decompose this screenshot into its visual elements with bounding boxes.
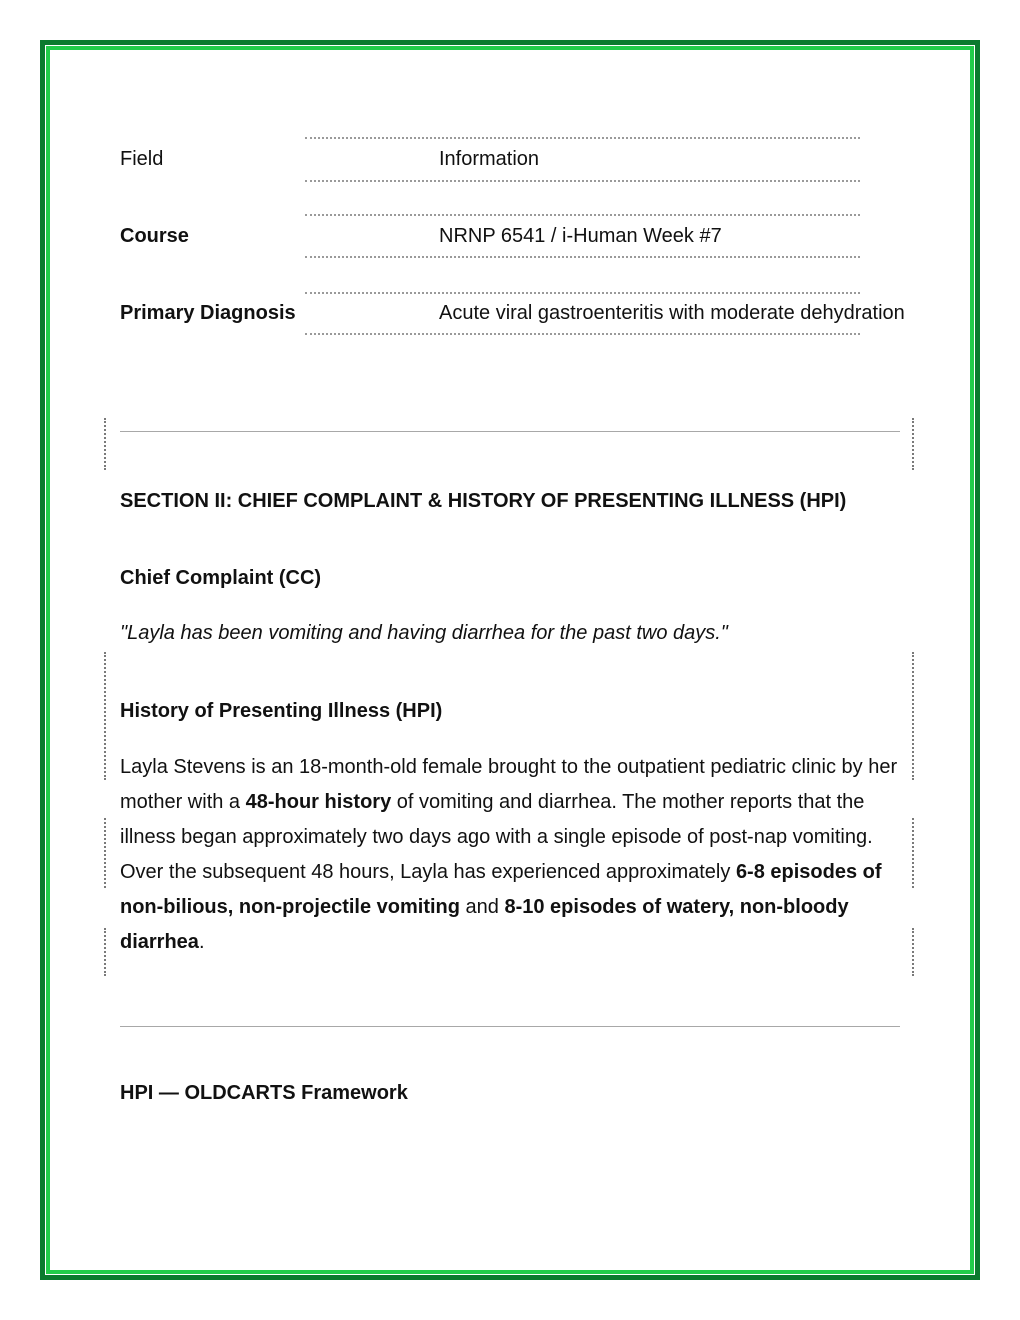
table-value-course: NRNP 6541 / i-Human Week #7 bbox=[439, 225, 722, 247]
table-rule bbox=[305, 256, 860, 258]
hpi-bold-text: 6-8 episodes of non-bilious, non-projectile vomiting bbox=[120, 861, 882, 918]
hpi-text: and bbox=[459, 896, 505, 918]
margin-marker bbox=[104, 652, 112, 780]
table-row-diagnosis bbox=[120, 290, 980, 336]
table-row-course bbox=[120, 213, 980, 259]
hpi-heading: History of Presenting Illness (HPI) bbox=[120, 700, 443, 722]
table-key-course: Course bbox=[120, 225, 189, 247]
divider bbox=[120, 1026, 900, 1027]
table-header-field: Field bbox=[120, 148, 164, 170]
divider bbox=[120, 431, 900, 432]
hpi-text: of vomiting and diarrhea. The mother reports that the illness began approximately two days ago with a single episode of post-nap vomiting. Over the subsequent 48 hours, Layla has experienced approximately bbox=[120, 791, 873, 883]
hpi-paragraph bbox=[120, 750, 905, 960]
margin-marker bbox=[104, 818, 112, 888]
chief-complaint-heading: Chief Complaint (CC) bbox=[120, 567, 322, 589]
margin-marker bbox=[912, 652, 920, 780]
section-heading: SECTION II: CHIEF COMPLAINT & HISTORY OF PRESENTING ILLNESS (HPI) bbox=[120, 490, 847, 512]
margin-marker bbox=[104, 418, 112, 470]
margin-marker bbox=[912, 418, 920, 470]
hpi-text: Layla Stevens is an 18-month-old female brought to the outpatient pediatric clinic by her mother with a bbox=[120, 756, 898, 813]
margin-marker bbox=[104, 928, 112, 976]
margin-marker bbox=[912, 928, 920, 976]
table-rule bbox=[305, 180, 860, 182]
chief-complaint-quote: "Layla has been vomiting and having diarrhea for the past two days." bbox=[120, 622, 728, 644]
hpi-bold-text: 8-10 episodes of watery, non-bloody diarrhea bbox=[120, 896, 849, 953]
table-key-diagnosis: Primary Diagnosis bbox=[120, 302, 296, 324]
oldcarts-heading: HPI — OLDCARTS Framework bbox=[120, 1082, 408, 1104]
hpi-bold-text: 48-hour history bbox=[245, 791, 392, 813]
table-value-diagnosis: Acute viral gastroenteritis with moderate dehydration bbox=[439, 302, 905, 324]
hpi-text: . bbox=[198, 931, 205, 953]
margin-marker bbox=[912, 818, 920, 888]
table-header-row bbox=[120, 136, 980, 182]
table-header-information: Information bbox=[439, 148, 540, 170]
table-rule bbox=[305, 333, 860, 335]
